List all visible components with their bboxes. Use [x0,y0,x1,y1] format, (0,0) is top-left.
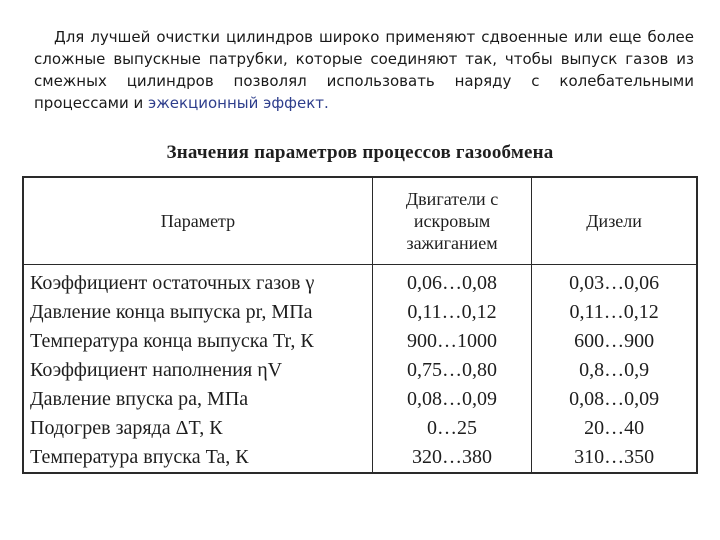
cell-parameter: Подогрев заряда ΔT, К [23,414,372,443]
cell-spark: 0,06…0,08 [372,265,531,299]
cell-parameter: Коэффициент наполнения ηV [23,356,372,385]
cell-diesel: 0,8…0,9 [532,356,697,385]
table-title: Значения параметров процессов газообмена [166,142,554,163]
header-spark-line-2: искровым [413,211,491,231]
table-row [23,298,697,327]
table-row [23,327,697,356]
table-header-row [23,177,697,265]
cell-parameter: Температура конца выпуска Tr, К [23,327,372,356]
intro-text: Для лучшей очистки цилиндров широко применяют сдвоенные или еще более сложные выпускные патрубки, которые соединяют так, чтобы выпуск газов из смежных цилиндров позволял использовать наряду с колебательными процессами и [34,28,694,112]
table-row [23,265,697,299]
cell-spark: 0,75…0,80 [372,356,531,385]
cell-spark: 320…380 [372,443,531,473]
header-diesel: Дизели [532,177,697,265]
cell-diesel: 600…900 [532,327,697,356]
cell-parameter: Коэффициент остаточных газов γ [23,265,372,299]
cell-parameter: Температура впуска Ta, К [23,443,372,473]
cell-parameter: Давление конца выпуска pr, МПа [23,298,372,327]
header-spark-line-3: зажиганием [406,233,498,253]
table-row [23,385,697,414]
cell-diesel: 310…350 [532,443,697,473]
cell-spark: 0,08…0,09 [372,385,531,414]
cell-diesel: 0,08…0,09 [532,385,697,414]
cell-diesel: 0,11…0,12 [532,298,697,327]
table-row [23,414,697,443]
table-row [23,356,697,385]
gas-exchange-table [22,176,698,468]
header-spark-ignition [372,177,531,265]
header-spark-line-1: Двигатели с [405,189,499,209]
cell-spark: 0…25 [372,414,531,443]
cell-parameter: Давление впуска pa, МПа [23,385,372,414]
cell-spark: 900…1000 [372,327,531,356]
cell-diesel: 20…40 [532,414,697,443]
intro-paragraph [34,26,694,114]
cell-spark: 0,11…0,12 [372,298,531,327]
cell-diesel: 0,03…0,06 [532,265,697,299]
table-row [23,443,697,473]
header-parameter: Параметр [23,177,372,265]
ejection-effect-link[interactable]: эжекционный эффект. [147,94,329,112]
